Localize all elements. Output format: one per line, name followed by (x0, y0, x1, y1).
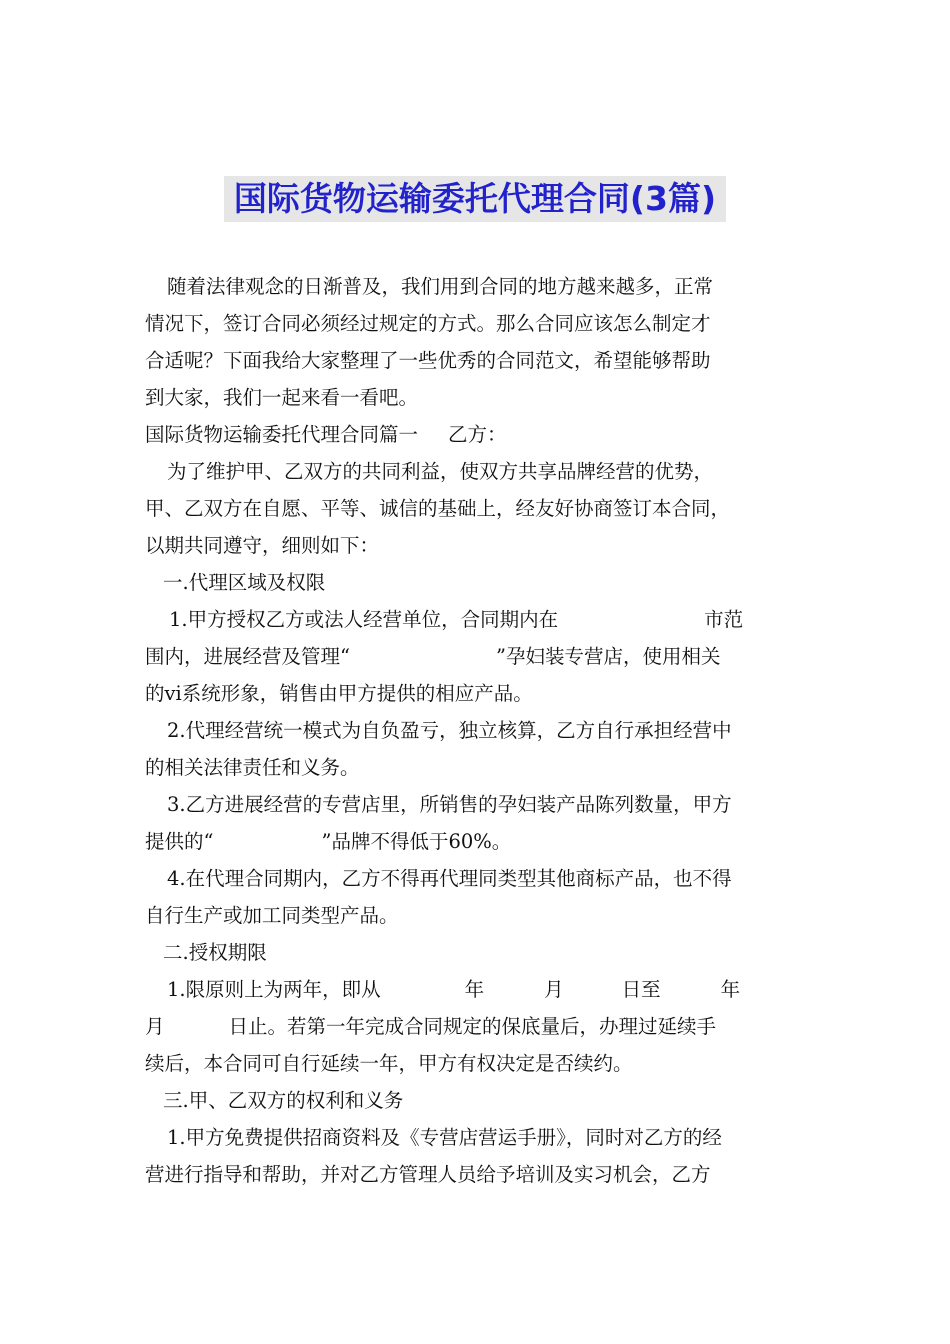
title-container (0, 176, 950, 222)
section-heading: 国际货物运输委托代理合同篇一 (145, 423, 419, 446)
intro-line: 到大家，我们一起来看一看吧。 (145, 386, 419, 409)
clause-line: 2.代理经营统一模式为自负盈亏，独立核算，乙方自行承担经营中 (167, 719, 732, 742)
intro-line: 合适呢？下面我给大家整理了一些优秀的合同范文，希望能够帮助 (145, 349, 711, 372)
preamble-line: 甲、乙双方在自愿、平等、诚信的基础上，经友好协商签订本合同， (145, 497, 731, 520)
date-day-label: 日至 (621, 978, 661, 1001)
clause-text: ”孕妇装专营店，使用相关 (495, 645, 721, 668)
clause-text: 1.甲方授权乙方或法人经营单位，合同期内在 (169, 608, 559, 631)
clause-text: 围内，进展经营及管理“ (145, 645, 350, 668)
heading-authorization-period: 二.授权期限 (163, 941, 267, 964)
clause-line (145, 971, 807, 1008)
clause-text: ”品牌不得低于60%。 (321, 830, 512, 853)
clause-line: 4.在代理合同期内，乙方不得再代理同类型其他商标产品，也不得 (167, 867, 732, 890)
clause-line (145, 1008, 807, 1045)
preamble-line: 以期共同遵守，细则如下： (145, 534, 380, 557)
clause-text: 提供的“ (145, 830, 214, 853)
section-heading-line (145, 416, 807, 453)
clause-line: 3.乙方进展经营的专营店里，所销售的孕妇装产品陈列数量，甲方 (167, 793, 732, 816)
clause-line (145, 823, 807, 860)
clause-line: 续后，本合同可自行延续一年，甲方有权决定是否续约。 (145, 1052, 633, 1075)
date-year-label: 年 (720, 978, 741, 1001)
intro-line: 情况下，签订合同必须经过规定的方式。那么合同应该怎么制定才 (145, 312, 711, 335)
clause-text: 1.限原则上为两年，即从 (167, 978, 381, 1001)
clause-line (145, 601, 807, 638)
clause-line (145, 638, 807, 675)
document-body (145, 268, 807, 1193)
heading-area-and-authority: 一.代理区域及权限 (163, 571, 326, 594)
preamble-line: 为了维护甲、乙双方的共同利益，使双方共享品牌经营的优势， (167, 460, 714, 483)
date-month-label: 月 (145, 1015, 165, 1038)
heading-rights-and-obligations: 三.甲、乙双方的权利和义务 (163, 1089, 404, 1112)
clause-text: 市范 (704, 608, 744, 631)
clause-line: 的相关法律责任和义务。 (145, 756, 360, 779)
clause-line: 1.甲方免费提供招商资料及《专营店营运手册》，同时对乙方的经 (167, 1126, 722, 1149)
clause-line: 营进行指导和帮助，并对乙方管理人员给予培训及实习机会，乙方 (145, 1163, 711, 1186)
document-title: 国际货物运输委托代理合同(3篇) (224, 176, 726, 222)
clause-line: 自行生产或加工同类型产品。 (145, 904, 399, 927)
party-b-label: 乙方： (448, 423, 507, 446)
clause-text: 日止。若第一年完成合同规定的保底量后，办理过延续手 (228, 1015, 717, 1038)
date-year-label: 年 (464, 978, 485, 1001)
clause-line: 的vi系统形象，销售由甲方提供的相应产品。 (145, 682, 533, 705)
intro-line: 随着法律观念的日渐普及，我们用到合同的地方越来越多，正常 (167, 275, 714, 298)
date-month-label: 月 (544, 978, 564, 1001)
